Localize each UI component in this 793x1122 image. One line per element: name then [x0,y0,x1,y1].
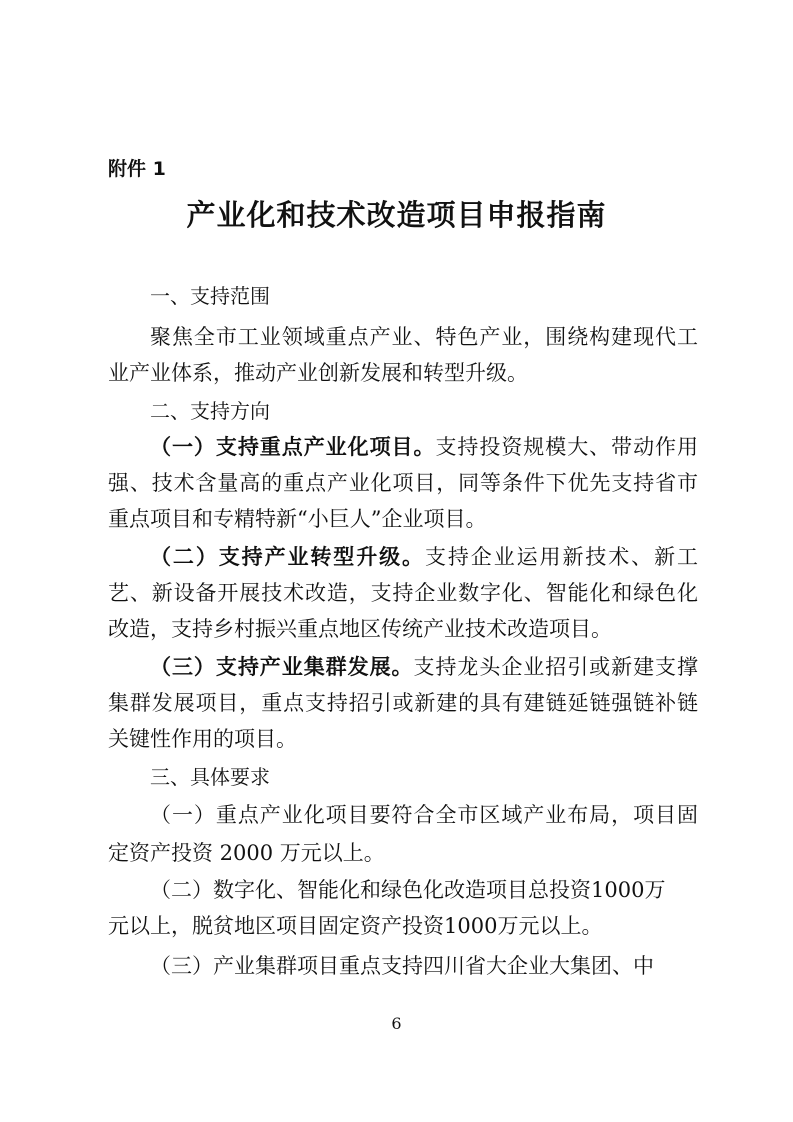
paragraph-line [150,432,698,462]
bold-lead: （三）支持产业集群发展。 [150,655,414,679]
paragraph-line: 业产业体系，推动产业创新发展和转型升级。 [108,361,528,385]
paragraph-line: （三）产业集群项目重点支持四川省大企业大集团、中 [150,954,654,978]
document-title: 产业化和技术改造项目申报指南 [186,198,607,232]
section-heading-scope: 一、支持范围 [150,284,270,308]
paragraph-line: （一）重点产业化项目要符合全市区域产业布局，项目固 [150,803,698,827]
paragraph-text: 支持企业运用新技术、新工 [424,545,699,569]
paragraph-line: 关键性作用的项目。 [108,727,297,751]
paragraph-line: 艺、新设备开展技术改造，支持企业数字化、智能化和绿色化 [108,581,698,605]
paragraph-text: 支持投资规模大、带动作用 [435,435,699,459]
paragraph-text: 支持龙头企业招引或新建支撑 [413,655,698,679]
page-number: 6 [391,1014,402,1033]
paragraph-line: 改造，支持乡村振兴重点地区传统产业技术改造项目。 [108,617,612,641]
bold-lead: （一）支持重点产业化项目。 [150,435,436,459]
bold-lead: （二）支持产业转型升级。 [150,545,425,569]
paragraph-line: 强、技术含量高的重点产业化项目，同等条件下优先支持省市 [108,471,698,495]
paragraph-line: 集群发展项目，重点支持招引或新建的具有建链延链强链补链 [108,691,698,715]
paragraph-line [150,652,698,682]
paragraph-line: 重点项目和专精特新“小巨人”企业项目。 [108,507,487,531]
attachment-label: 附件 1 [108,158,166,180]
paragraph-line: 元以上，脱贫地区项目固定资产投资1000万元以上。 [108,914,603,938]
paragraph-line: 定资产投资 2000 万元以上。 [108,841,385,865]
section-heading-requirements: 三、具体要求 [150,765,270,789]
paragraph-line: （二）数字化、智能化和绿色化改造项目总投资1000万 [150,878,666,902]
section-heading-direction: 二、支持方向 [150,399,270,423]
paragraph-line [150,542,698,572]
paragraph-line: 聚焦全市工业领域重点产业、特色产业，围绕构建现代工 [150,325,698,349]
